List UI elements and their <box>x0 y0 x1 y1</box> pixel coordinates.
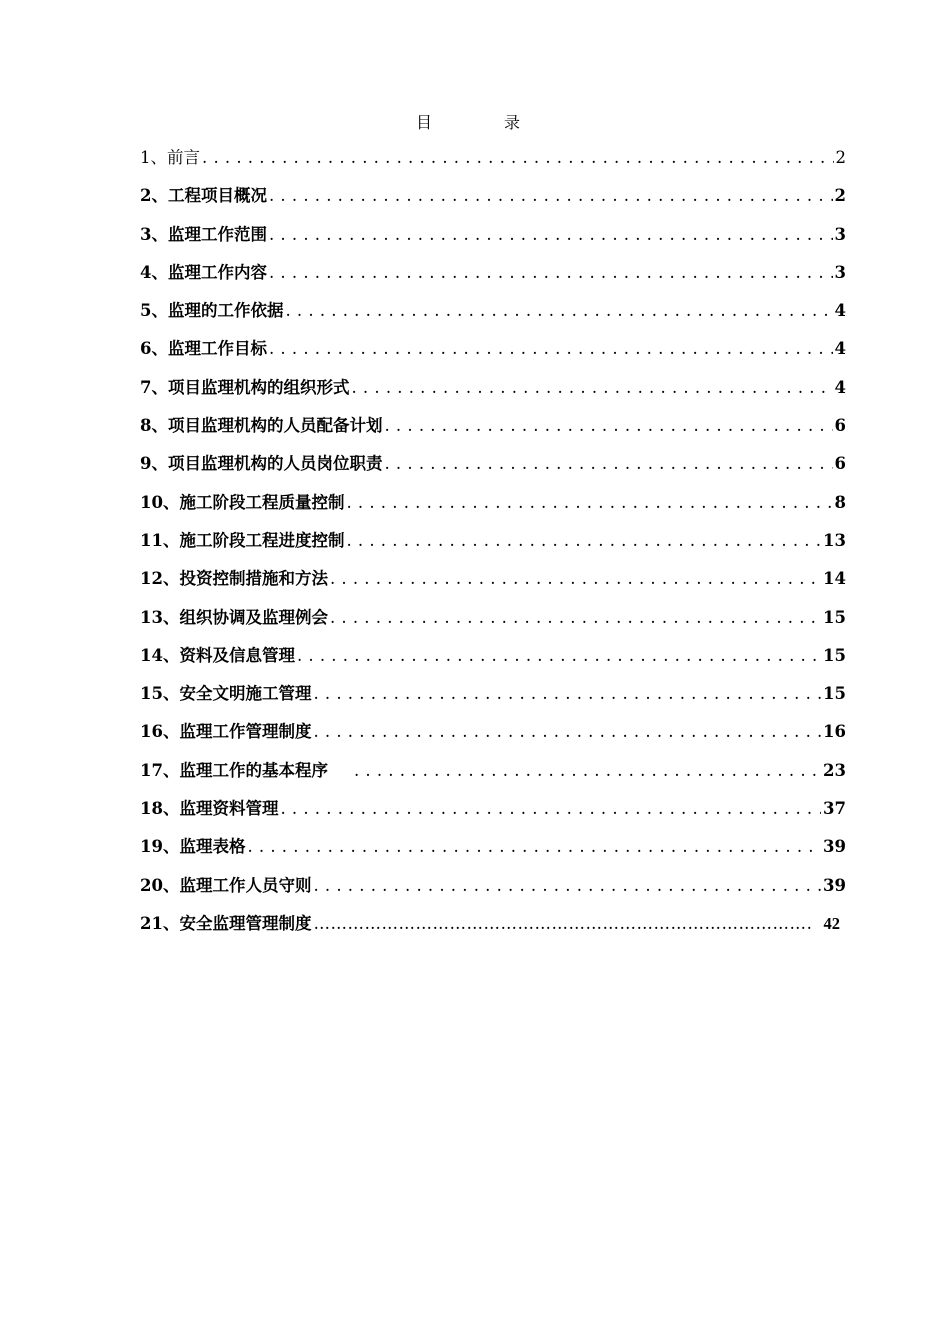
toc-entry-label: 16、监理工作管理制度 <box>140 722 312 742</box>
toc-leader-dots <box>346 489 832 517</box>
toc-entry[interactable] <box>140 757 846 795</box>
toc-entry-label: 4、监理工作内容 <box>140 262 267 282</box>
toc-entry-label: 20、监理工作人员守则 <box>140 875 312 895</box>
toc-leader-dots <box>285 297 832 325</box>
toc-entry-label: 19、监理表格 <box>140 837 246 857</box>
toc-entry-page: 4 <box>834 339 846 359</box>
toc-entry[interactable] <box>140 833 846 871</box>
toc-entry-page: 3 <box>834 224 846 244</box>
toc-entry-page: 15 <box>823 607 846 627</box>
toc-leader-dots <box>384 450 832 478</box>
toc-entry-page: 2 <box>834 186 846 206</box>
toc-entry-label: 13、组织协调及监理例会 <box>140 607 328 627</box>
toc-entry-label: 15、安全文明施工管理 <box>140 684 312 704</box>
toc-entry-label: 12、投资控制措施和方法 <box>140 569 328 589</box>
toc-leader-dots <box>351 374 832 402</box>
toc-entry[interactable] <box>140 144 846 182</box>
toc-entry[interactable] <box>140 872 846 910</box>
toc-entry[interactable] <box>140 297 846 335</box>
toc-entry-page: 42 <box>823 913 840 933</box>
toc-entry-label: 11、施工阶段工程进度控制 <box>140 530 345 550</box>
toc-leader-dots <box>269 335 833 363</box>
toc-entry-page: 6 <box>834 416 846 436</box>
toc-entry-label: 9、项目监理机构的人员岗位职责 <box>140 454 383 474</box>
toc-leader-dots <box>384 412 832 440</box>
toc-entry[interactable] <box>140 450 846 488</box>
toc-leader-dots <box>313 718 821 746</box>
toc-entry-label: 1、前言 <box>140 148 200 167</box>
toc-entry-label: 2、工程项目概况 <box>140 186 267 206</box>
toc-leader-dots <box>280 795 821 823</box>
toc-entry-page: 16 <box>823 722 846 742</box>
toc-entry-page: 8 <box>834 492 846 512</box>
toc-entry[interactable] <box>140 221 846 259</box>
toc-entry-page: 3 <box>834 262 846 282</box>
toc-entry-page: 23 <box>823 760 846 780</box>
toc-leader-dots <box>313 872 821 900</box>
toc-entry-page: 39 <box>823 875 846 895</box>
toc-entry-label: 21、安全监理管理制度 <box>140 913 312 933</box>
toc-entry[interactable] <box>140 565 846 603</box>
toc-leader-dots <box>247 833 821 861</box>
toc-entry[interactable] <box>140 910 846 948</box>
toc-leader-dots <box>269 221 833 249</box>
toc-entry-label: 5、监理的工作依据 <box>140 301 284 321</box>
toc-entry[interactable] <box>140 604 846 642</box>
toc-entry[interactable] <box>140 374 846 412</box>
toc-entry-page: 15 <box>823 645 846 665</box>
toc-entry[interactable] <box>140 642 846 680</box>
toc-entry-label: 6、监理工作目标 <box>140 339 267 359</box>
toc-entry-label: 10、施工阶段工程质量控制 <box>140 492 345 512</box>
toc-entry-page: 4 <box>834 301 846 321</box>
toc-entry-label: 18、监理资料管理 <box>140 799 279 819</box>
toc-entry[interactable] <box>140 259 846 297</box>
toc-leader-dots <box>297 642 821 670</box>
toc-leader-dots <box>354 757 821 785</box>
toc-entry-page: 14 <box>823 569 846 589</box>
toc-entry[interactable] <box>140 795 846 833</box>
toc-leader-dots <box>269 182 833 210</box>
toc-entry-label: 3、监理工作范围 <box>140 224 267 244</box>
toc-list <box>140 144 846 948</box>
toc-entry[interactable] <box>140 412 846 450</box>
toc-entry[interactable] <box>140 489 846 527</box>
toc-entry[interactable] <box>140 527 846 565</box>
toc-leader-dots <box>313 680 821 708</box>
toc-entry-page: 39 <box>823 837 846 857</box>
toc-leader-dots <box>313 910 811 938</box>
toc-leader-dots <box>330 604 821 632</box>
toc-entry-label: 14、资料及信息管理 <box>140 645 295 665</box>
toc-entry-page: 13 <box>823 530 846 550</box>
toc-entry-page: 2 <box>835 148 846 167</box>
toc-entry-page: 6 <box>834 454 846 474</box>
toc-leader-dots <box>269 259 833 287</box>
toc-title: 目 录 <box>415 113 548 132</box>
toc-entry-page: 37 <box>823 799 846 819</box>
toc-leader-dots <box>202 144 834 172</box>
toc-entry[interactable] <box>140 680 846 718</box>
toc-entry-label: 7、项目监理机构的组织形式 <box>140 377 350 397</box>
toc-entry-page: 15 <box>823 684 846 704</box>
toc-leader-dots <box>330 565 821 593</box>
toc-entry-label: 8、项目监理机构的人员配备计划 <box>140 416 383 436</box>
toc-entry-page: 4 <box>834 377 846 397</box>
toc-entry[interactable] <box>140 335 846 373</box>
toc-leader-dots <box>346 527 821 555</box>
toc-entry[interactable] <box>140 182 846 220</box>
toc-entry[interactable] <box>140 718 846 756</box>
toc-entry-label: 17、监理工作的基本程序 <box>140 760 328 780</box>
